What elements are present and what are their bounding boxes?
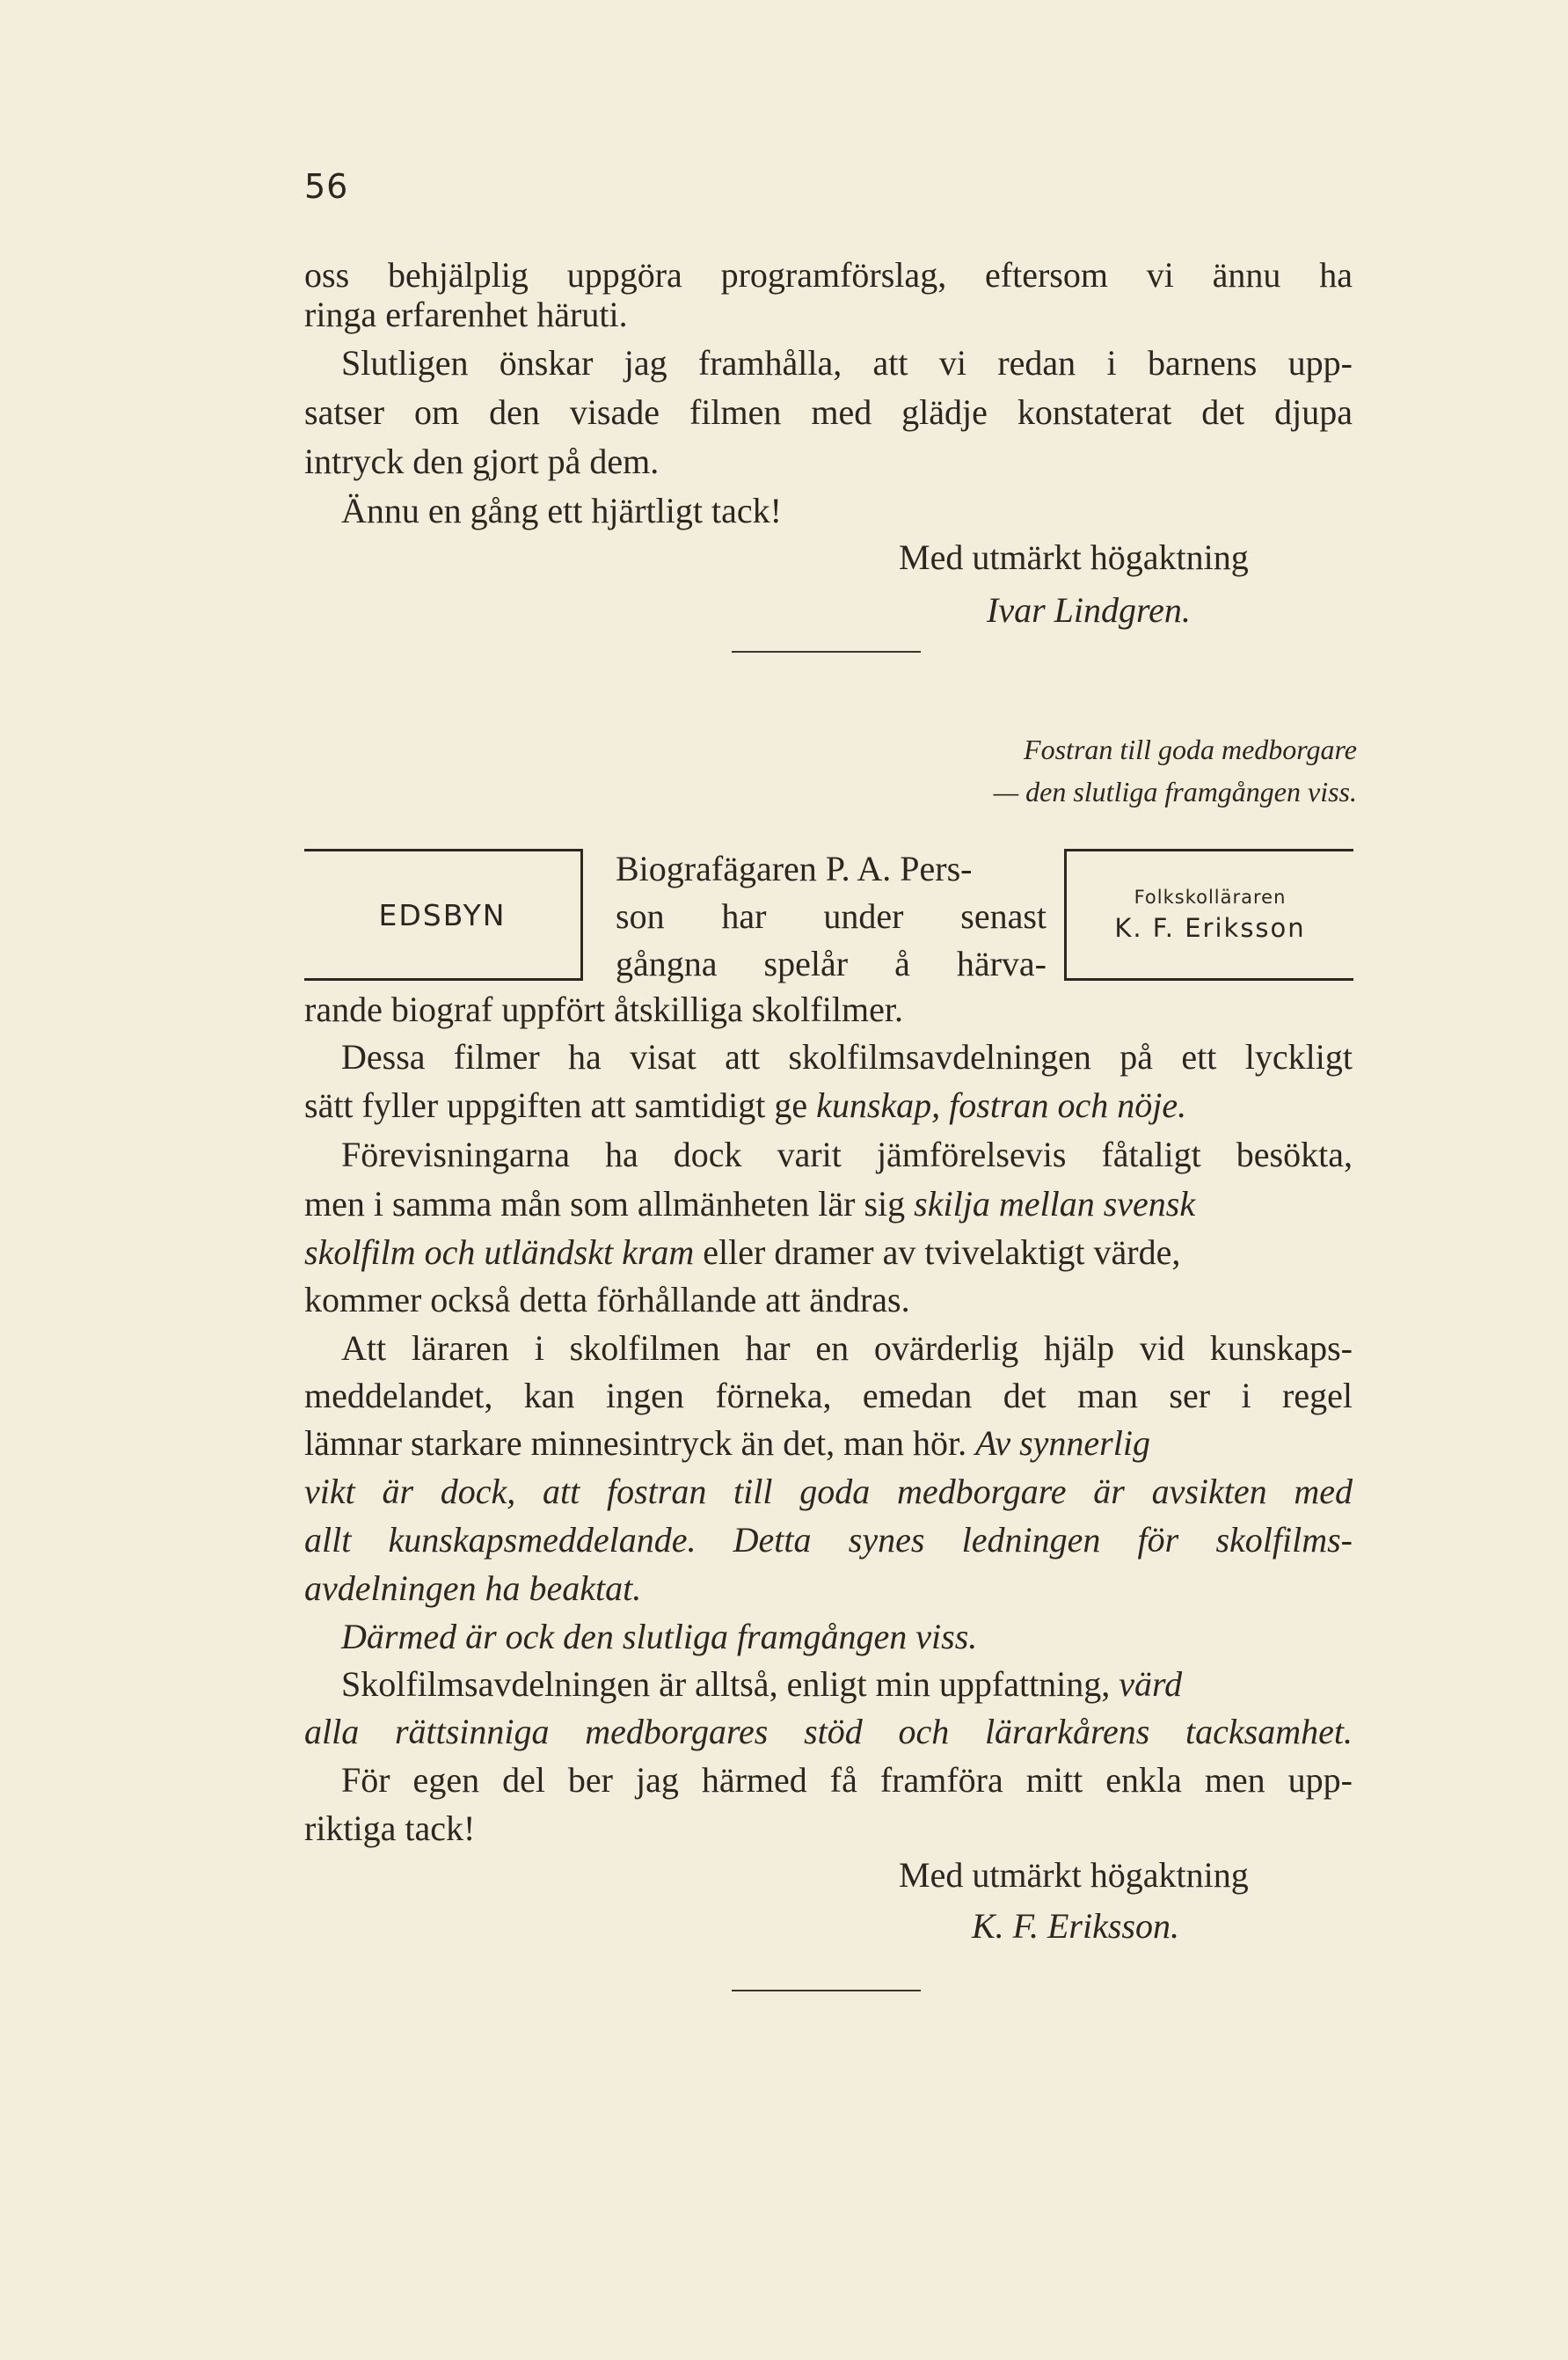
text-line: Därmed är ock den slutliga framgången viss. <box>341 1617 978 1656</box>
text-fragment: lämnar starkare minnesintryck än det, man hör. <box>304 1423 976 1463</box>
text-line <box>304 1420 1353 1467</box>
text-line: kommer också detta förhållande att ändras. <box>304 1280 910 1319</box>
author-name: K. F. Eriksson <box>1114 913 1306 943</box>
motto-line-2: — den slutliga framgången viss. <box>993 776 1357 807</box>
emphasis: kunskap, fostran och nöje. <box>816 1085 1187 1125</box>
text-line: alla rättsinniga medborgares stöd och lärarkårens tacksamhet. <box>304 1712 1353 1751</box>
text-line <box>304 1082 1353 1129</box>
author-title: Folkskolläraren <box>1134 887 1287 908</box>
text-line: Att läraren i skolfilmen har en ovärderlig hjälp vid kunskaps- <box>341 1328 1353 1368</box>
text-fragment: men i samma mån som allmänheten lär sig <box>304 1184 915 1224</box>
text-line: meddelandet, kan ingen förneka, emedan det man ser i regel <box>304 1376 1353 1415</box>
emphasis: skilja mellan svensk <box>914 1184 1196 1224</box>
text-line: För egen del ber jag härmed få framföra mitt enkla men upp- <box>341 1760 1353 1800</box>
closing-salutation: Med utmärkt högaktning <box>899 537 1249 577</box>
text-line: vikt är dock, att fostran till goda medborgare är avsikten med <box>304 1472 1353 1511</box>
text-line: oss behjälplig uppgöra programförslag, eftersom vi ännu ha <box>304 255 1353 295</box>
text-line: Dessa filmer ha visat att skolfilmsavdelningen på ett lyckligt <box>341 1037 1353 1077</box>
text-line: son har under senast <box>616 896 1047 936</box>
text-line: Ännu en gång ett hjärtligt tack! <box>341 491 782 530</box>
place-name-box <box>304 849 583 981</box>
place-name-label: EDSBYN <box>378 897 507 932</box>
text-line: intryck den gjort på dem. <box>304 442 660 481</box>
text-line <box>304 1180 1353 1228</box>
signature: K. F. Eriksson. <box>972 1906 1179 1946</box>
text-line: Biografägaren P. A. Pers- <box>616 849 973 888</box>
page-number: 56 <box>304 167 349 206</box>
closing-salutation: Med utmärkt högaktning <box>899 1855 1249 1895</box>
text-line: riktiga tack! <box>304 1808 476 1848</box>
text-line: rande biograf uppfört åtskilliga skolfilmer. <box>304 990 903 1029</box>
text-line: Förevisningarna ha dock varit jämförelsevis fåtaligt besökta, <box>341 1135 1353 1174</box>
text-fragment: Skolfilmsavdelningen är alltså, enligt min uppfattning, <box>341 1664 1119 1704</box>
text-fragment: sätt fyller uppgiften att samtidigt ge <box>304 1085 817 1125</box>
emphasis: Av synnerlig <box>975 1423 1150 1463</box>
text-line <box>304 1229 1353 1276</box>
text-line: ringa erfarenhet häruti. <box>304 295 628 334</box>
emphasis: värd <box>1119 1664 1183 1704</box>
text-line: allt kunskapsmeddelande. Detta synes ledningen för skolfilms- <box>304 1520 1353 1560</box>
text-line: satser om den visade filmen med glädje konstaterat det djupa <box>304 392 1353 432</box>
section-divider <box>732 1990 921 1991</box>
motto-line-1: Fostran till goda medborgare <box>1024 734 1357 765</box>
section-divider <box>732 651 921 653</box>
text-line: gångna spelår å härva- <box>616 944 1047 983</box>
text-line: avdelningen ha beaktat. <box>304 1568 642 1608</box>
emphasis: skolfilm och utländskt kram <box>304 1232 695 1272</box>
text-fragment: eller dramer av tvivelaktigt värde, <box>694 1232 1181 1272</box>
signature: Ivar Lindgren. <box>987 590 1191 630</box>
author-box <box>1064 849 1353 981</box>
text-line <box>304 1661 1353 1708</box>
text-line: Slutligen önskar jag framhålla, att vi redan i barnens upp- <box>341 343 1353 383</box>
